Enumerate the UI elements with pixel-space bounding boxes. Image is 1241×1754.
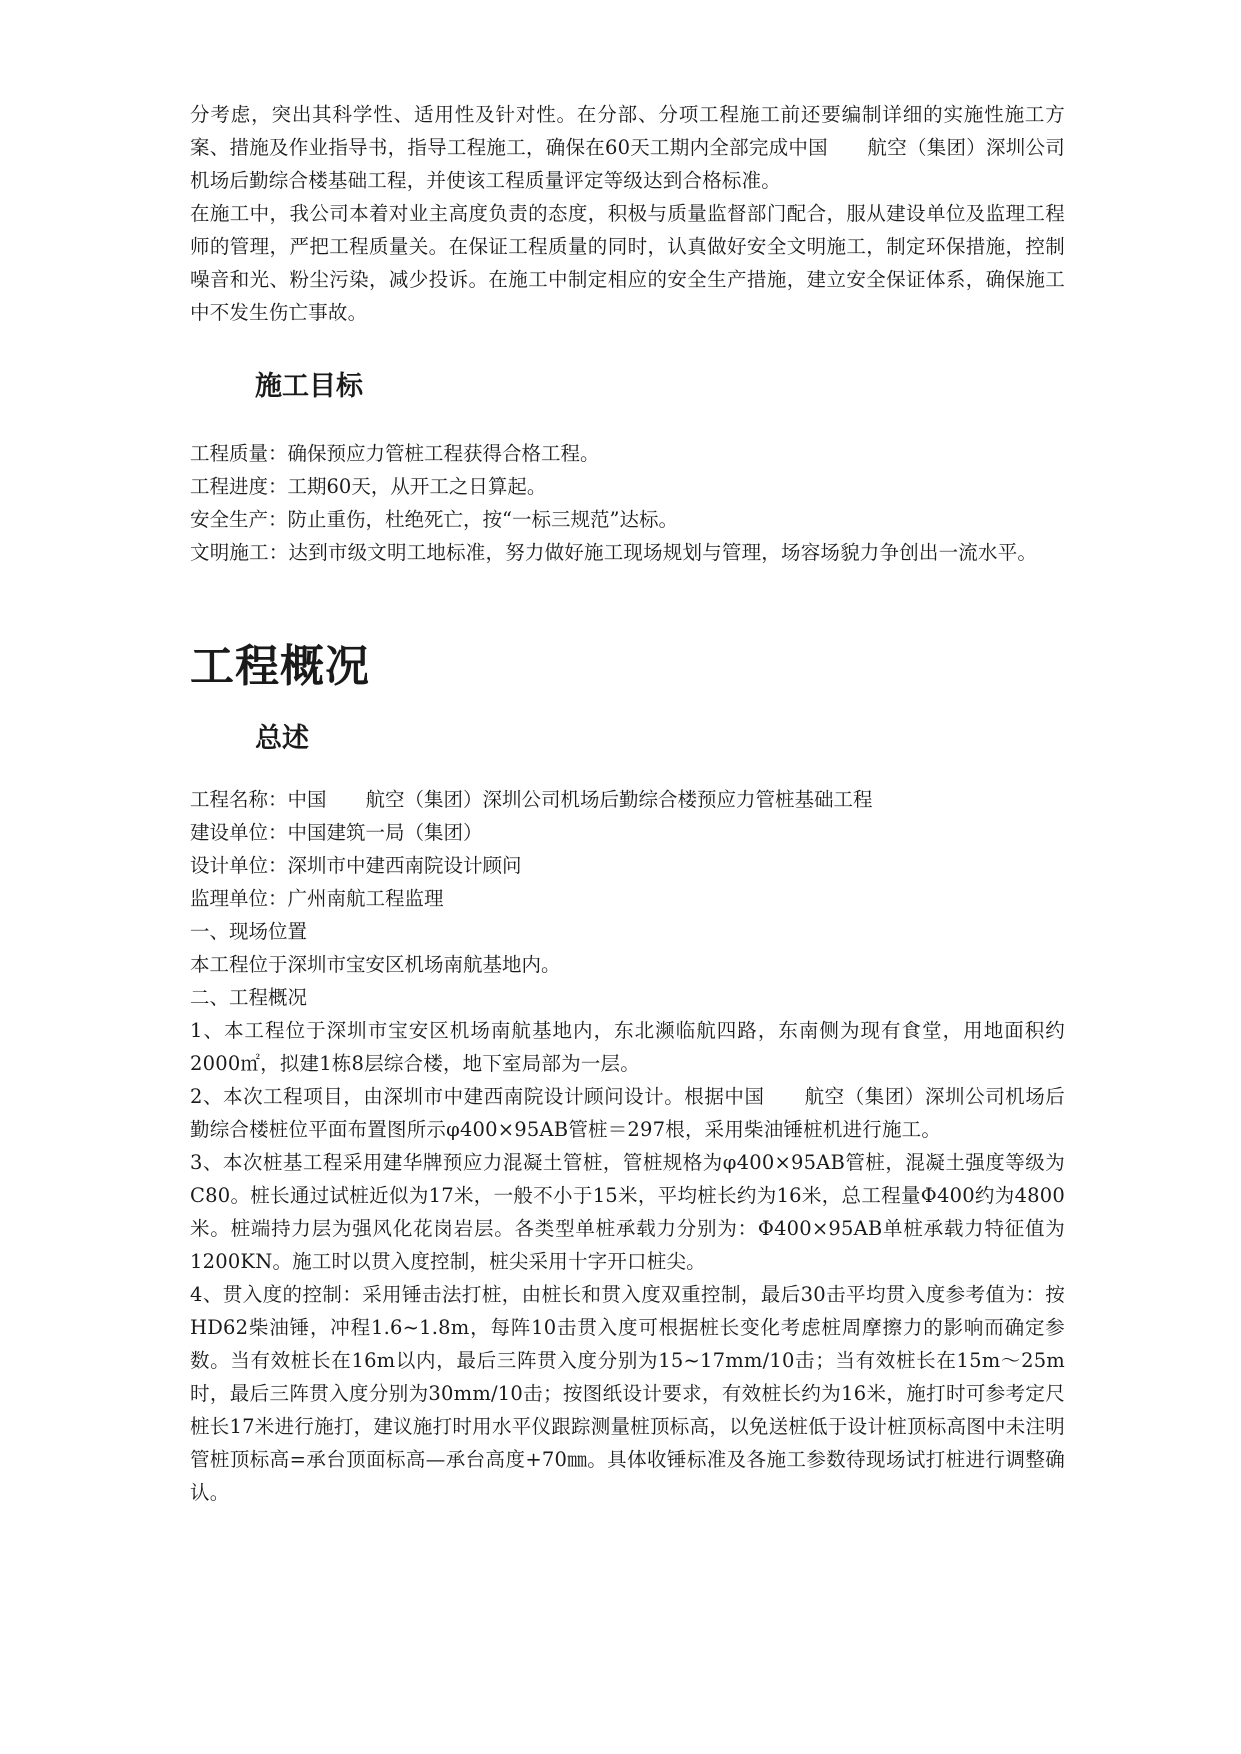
goals-heading: 施工目标 bbox=[255, 371, 363, 402]
site-location-text: 本工程位于深圳市宝安区机场南航基地内。 bbox=[190, 953, 561, 976]
goal-quality: 工程质量：确保预应力管桩工程获得合格工程。 bbox=[190, 442, 600, 465]
intro-paragraph-2: 在施工中，我公司本着对业主高度负责的态度，积极与质量监督部门配合，服从建设单位及监理工程师的管理，严把工程质量关。在保证工程质量的同时，认真做好安全文明施工，制定环保措施，控制噪音和光、粉尘污染，减少投诉。在施工中制定相应的安全生产措施，建立安全保证体系，确保施工中不发生伤亡事故。 bbox=[190, 202, 1065, 324]
document-page bbox=[190, 98, 1065, 1509]
goal-safety: 安全生产：防止重伤，杜绝死亡，按“一标三规范”达标。 bbox=[190, 508, 678, 531]
site-location-title: 一、现场位置 bbox=[190, 920, 308, 943]
builder-unit: 建设单位：中国建筑一局（集团） bbox=[190, 821, 483, 844]
overview-item-1: 1、本工程位于深圳市宝安区机场南航基地内，东北濒临航四路，东南侧为现有食堂，用地面积约2000㎡，拟建1栋8层综合楼，地下室局部为一层。 bbox=[190, 1019, 1065, 1075]
overview-heading: 工程概况 bbox=[190, 641, 370, 692]
goal-civil: 文明施工：达到市级文明工地标准，努力做好施工现场规划与管理，场容场貌力争创出一流水平。 bbox=[190, 541, 1038, 564]
project-name: 工程名称：中国 航空（集团）深圳公司机场后勤综合楼预应力管桩基础工程 bbox=[190, 788, 873, 811]
overview-item-4: 4、贯入度的控制：采用锤击法打桩，由桩长和贯入度双重控制，最后30击平均贯入度参考值为：按HD62柴油锤，冲程1.6~1.8m，每阵10击贯入度可根据桩长变化考虑桩周摩擦力的影响而确定参数。当有效桩长在16m以内，最后三阵贯入度分别为15~17mm/10击；当有效桩长在15m～25m时，最后三阵贯入度分别为30mm/10击；按图纸设计要求，有效桩长约为16米，施打时可参考定尺桩长17米进行施打，建议施打时用水平仪跟踪测量桩顶标高，以免送桩低于设计桩顶标高图中未注明管桩顶标高=承台顶面标高—承台高度+70㎜。具体收锤标准及各施工参数待现场试打桩进行调整确认。 bbox=[190, 1283, 1066, 1504]
overview-title: 二、工程概况 bbox=[190, 986, 308, 1009]
intro-paragraph-1: 分考虑，突出其科学性、适用性及针对性。在分部、分项工程施工前还要编制详细的实施性施工方案、措施及作业指导书，指导工程施工，确保在60天工期内全部完成中国 航空（集团）深圳公司机场后勤综合楼基础工程，并使该工程质量评定等级达到合格标准。 bbox=[190, 103, 1065, 192]
overview-subheading: 总述 bbox=[255, 723, 309, 754]
overview-item-3: 3、本次桩基工程采用建华牌预应力混凝土管桩，管桩规格为φ400×95AB管桩，混凝土强度等级为C80。桩长通过试桩近似为17米，一般不小于15米，平均桩长约为16米，总工程量Φ400约为4800米。桩端持力层为强风化花岗岩层。各类型单桩承载力分别为：Φ400×95AB单桩承载力特征值为1200KN。施工时以贯入度控制，桩尖采用十字开口桩尖。 bbox=[190, 1151, 1065, 1273]
goal-schedule: 工程进度：工期60天，从开工之日算起。 bbox=[190, 475, 547, 498]
supervision-unit: 监理单位：广州南航工程监理 bbox=[190, 887, 444, 910]
design-unit: 设计单位：深圳市中建西南院设计顾问 bbox=[190, 854, 522, 877]
overview-item-2: 2、本次工程项目，由深圳市中建西南院设计顾问设计。根据中国 航空（集团）深圳公司机场后勤综合楼桩位平面布置图所示φ400×95AB管桩＝297根，采用柴油锤桩机进行施工。 bbox=[190, 1085, 1065, 1141]
